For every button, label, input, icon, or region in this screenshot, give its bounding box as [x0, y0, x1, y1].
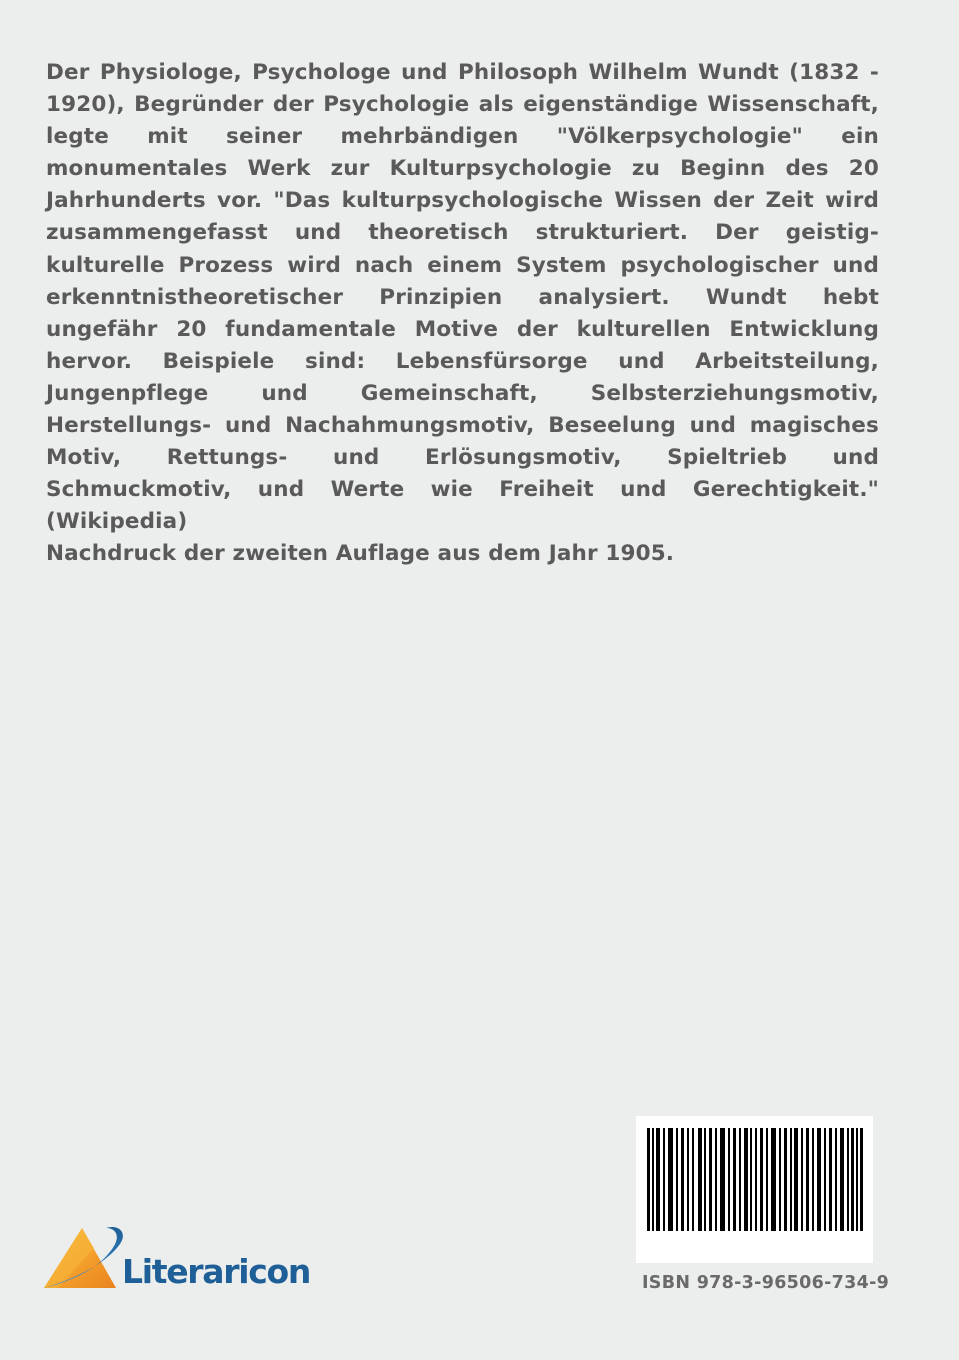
edition-note: Nachdruck der zweiten Auflage aus dem Jahr 1905. — [46, 541, 675, 567]
barcode-icon — [636, 1116, 873, 1263]
publisher-logo — [42, 1222, 311, 1302]
triangle-swoosh-logo-icon — [42, 1222, 126, 1292]
isbn-label: ISBN 978-3-96506-734-9 — [642, 1273, 890, 1293]
back-cover-blurb — [46, 57, 879, 571]
barcode — [636, 1116, 873, 1263]
publisher-name: Literaricon — [122, 1252, 311, 1291]
description-paragraph: Der Physiologe, Psychologe und Philosoph Wilhelm Wundt (1832 - 1920), Begründer der Psychologie als eigenständige Wissenschaft, legte mit seiner mehrbändigen "Völkerpsychologie" ein monumentales Werk zur Kulturpsychologie zu Beginn des 20 Jahrhunderts vor. "Das kulturpsychologische Wissen der Zeit wird zusammengefasst und theoretisch strukturiert. Der geistig-kulturelle Prozess wird nach einem System psychologischer und erkenntnistheoretischer Prinzipien analysiert. Wundt hebt ungefähr 20 fundamentale Motive der kulturellen Entwicklung hervor. Beispiele sind: Lebensfürsorge und Arbeitsteilung, Jungenpflege und Gemeinschaft, Selbsterziehungsmotiv, Herstellungs- und Nachahmungsmotiv, Beseelung und magisches Motiv, Rettungs- und Erlösungsmotiv, Spieltrieb und Schmuckmotiv, und Werte wie Freiheit und Gerechtigkeit." (Wikipedia) — [46, 60, 879, 535]
